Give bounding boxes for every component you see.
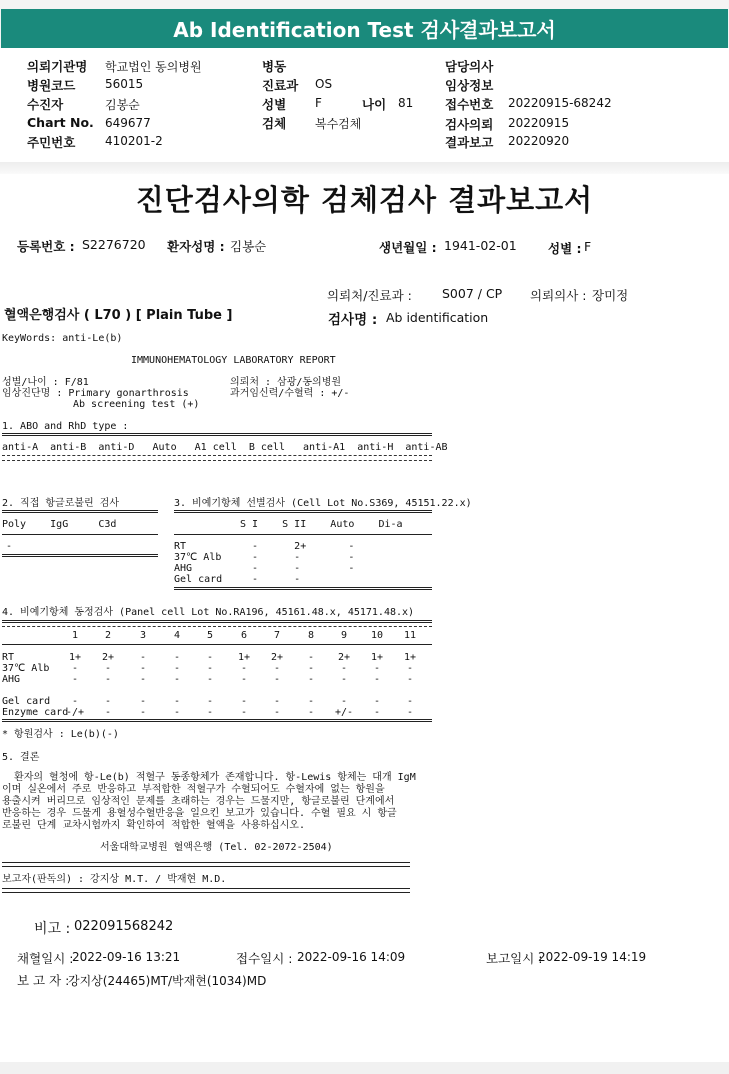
row-values: - - [240, 574, 301, 585]
panel-cell: - [406, 674, 414, 685]
panel-cell: - [173, 652, 181, 663]
panel-cell: - [104, 674, 112, 685]
section-3: 3. 비예기항체 선별검사 (Cell Lot No.S369, 45151.22.x) [174, 498, 472, 509]
panel-cell: -/+ [65, 707, 85, 718]
dob-label: 생년월일 : [379, 240, 437, 255]
dept-2: S007 / CP [442, 286, 503, 301]
rule [2, 888, 410, 889]
panel-cell: - [373, 707, 381, 718]
panel-cell: 1+ [237, 652, 251, 663]
panel-cell: - [340, 674, 348, 685]
keywords: KeyWords: anti-Le(b) [2, 333, 123, 344]
panel-cell: - [139, 652, 147, 663]
panel-cell: - [173, 707, 181, 718]
conclusion-line: 이며 실온에서 주로 반응하고 부적합한 적혈구가 수혈되어도 수혈자에 없는 항원을 [2, 784, 385, 795]
panel-cell: - [340, 696, 348, 707]
panel-cell: 2+ [270, 652, 284, 663]
history: 과거임신력/수혈력 : +/- [230, 388, 350, 399]
sex-value: F [315, 96, 322, 110]
panel-cell: - [173, 663, 181, 674]
rule [2, 866, 410, 867]
panel-col-header: 6 [240, 630, 248, 641]
conclusion-line: 환자의 혈청에 항-Le(b) 적혈구 동종항체가 존재합니다. 항-Lewis 항체는 대개 IgM [2, 772, 416, 783]
conclusion-line: 용출시켜 버리므로 임상적인 문제를 초래하는 경우는 드물지만, 항글로불린 단계에서 [2, 796, 395, 807]
sex-2: F [584, 239, 592, 254]
lab-title: IMMUNOHEMATOLOGY LABORATORY REPORT [131, 355, 336, 366]
row-label: AHG [174, 563, 193, 574]
panel-cell: - [307, 696, 315, 707]
age-value: 81 [398, 96, 414, 110]
code-value: 56015 [105, 77, 144, 91]
panel-cell: 2+ [101, 652, 115, 663]
doctor-2: 장미정 [592, 288, 629, 303]
req-label: 검사의뢰 [445, 117, 494, 132]
section-4: 4. 비예기항체 동정검사 (Panel cell Lot No.RA196, 45161.48.x, 45171.48.x) [2, 607, 415, 618]
chart-label: Chart No. [27, 115, 94, 130]
panel-cell: - [104, 663, 112, 674]
age-label: 나이 [362, 97, 387, 112]
inst-label: 의뢰기관명 [27, 59, 88, 74]
blood-bank: 서울대학교병원 혈액은행 (Tel. 02-2072-2504) [100, 842, 333, 853]
abo-headers: anti-A anti-B anti-D Auto A1 cell B cell anti-A1 anti-H anti-AB [2, 442, 448, 453]
doctor-label-2: 의뢰의사 : [530, 288, 587, 303]
panel-row-label: Gel card [2, 696, 51, 707]
panel-cell: - [139, 707, 147, 718]
dat-value: - [6, 541, 13, 552]
panel-row-label: RT [2, 652, 15, 663]
panel-cell: 2+ [337, 652, 351, 663]
result-value: 20220920 [508, 134, 570, 148]
rule [174, 534, 432, 535]
receiver-label: 수진자 [27, 97, 64, 112]
panel-col-header: 5 [206, 630, 214, 641]
section-2: 2. 직접 항글로불린 검사 [2, 498, 120, 509]
panel-cell: - [206, 663, 214, 674]
dob: 1941-02-01 [444, 238, 517, 253]
dat-headers: Poly IgG C3d [2, 519, 117, 530]
divider [0, 162, 729, 174]
panel-cell: +/- [334, 707, 354, 718]
chart-value: 649677 [105, 116, 151, 130]
rule [174, 510, 432, 513]
row-label: 37℃ Alb [174, 552, 222, 563]
conclusion-line: 로불린 단계 교차시험까지 확인하여 적합한 혈액을 사용하십시오. [2, 820, 305, 831]
panel-cell: - [273, 674, 281, 685]
panel-cell: - [173, 696, 181, 707]
test-value: Ab identification [386, 310, 489, 325]
row-label: RT [174, 541, 187, 552]
report-time: 2022-09-19 14:19 [538, 950, 647, 964]
rule [2, 455, 432, 456]
rule [2, 862, 410, 863]
row-label: Gel card [174, 574, 223, 585]
report-time-label: 보고일시 : [486, 951, 543, 966]
collect-label: 채혈일시 : [17, 951, 74, 966]
screen-headers: S I S II Auto Di-a [240, 519, 403, 530]
reg-no: S2276720 [82, 237, 146, 252]
recv-label: 접수일시 : [236, 951, 293, 966]
panel-cell: - [373, 696, 381, 707]
req-value: 20220915 [508, 116, 570, 130]
sex-label: 성별 [262, 97, 287, 112]
specimen-label: 검체 [262, 116, 287, 131]
panel-col-header: 11 [403, 630, 417, 641]
panel-col-header: 1 [71, 630, 79, 641]
panel-row-label: AHG [2, 674, 21, 685]
reporter: 보고자(판독의) : 강지상 M.T. / 박재현 M.D. [2, 874, 227, 885]
panel-cell: - [173, 674, 181, 685]
rule [2, 460, 432, 461]
panel-col-header: 3 [139, 630, 147, 641]
panel-cell: - [307, 707, 315, 718]
panel-cell: - [307, 674, 315, 685]
inst-value: 학교법인 동의병원 [105, 60, 202, 74]
note-value: 022091568242 [74, 919, 174, 934]
rule [2, 620, 432, 623]
patient-label: 환자성명 : [167, 239, 225, 254]
patient-info-panel [0, 48, 729, 162]
panel-cell: - [240, 663, 248, 674]
diagnosis-2: Ab screening test (+) [73, 399, 200, 410]
row-values: - - - [240, 563, 355, 574]
panel-cell: - [104, 707, 112, 718]
code-label: 병원코드 [27, 78, 76, 93]
sexage: 성별/나이 : F/81 [2, 377, 89, 388]
patient-name: 김봉순 [230, 239, 267, 254]
panel-cell: - [104, 696, 112, 707]
panel-cell: - [206, 674, 214, 685]
test-name: 혈액은행검사 ( L70 ) [ Plain Tube ] [4, 308, 233, 323]
panel-cell: - [139, 663, 147, 674]
panel-col-header: 10 [370, 630, 384, 641]
test-label: 검사명 : [328, 312, 378, 328]
dept-value: OS [315, 77, 333, 91]
panel-row-label: Enzyme card [2, 707, 69, 718]
panel-cell: 1+ [370, 652, 384, 663]
dept-label: 진료과 [262, 78, 299, 93]
panel-cell: - [373, 663, 381, 674]
rule [174, 587, 432, 590]
panel-cell: - [71, 663, 79, 674]
receiver-value: 김봉순 [105, 98, 140, 112]
rule [2, 719, 432, 722]
recv-value: 2022-09-16 14:09 [297, 950, 406, 964]
panel-cell: - [71, 674, 79, 685]
dept-label-2: 의뢰처/진료과 : [327, 288, 412, 303]
row-values: - - - [240, 552, 355, 563]
panel-cell: - [340, 663, 348, 674]
panel-cell: - [139, 674, 147, 685]
panel-col-header: 9 [340, 630, 348, 641]
panel-cell: - [307, 652, 315, 663]
panel-col-header: 4 [173, 630, 181, 641]
panel-cell: - [240, 696, 248, 707]
ward-label: 병동 [262, 59, 287, 74]
antigen-test: * 항원검사 : Le(b)(-) [2, 729, 119, 740]
collect-value: 2022-09-16 13:21 [72, 950, 181, 964]
sex-label-2: 성별 : [548, 241, 582, 256]
report-title: Ab Identification Test 검사결과보고서 [173, 18, 556, 42]
panel-cell: - [273, 707, 281, 718]
reg-label: 접수번호 [445, 97, 494, 112]
conclusion-line: 반응하는 경우 드물게 용혈성수혈반응을 일으킨 보고가 있습니다. 수혈 필요 시 항글 [2, 808, 397, 819]
reporter2: 강지상(24465)MT/박재현(1034)MD [68, 974, 267, 988]
result-label: 결과보고 [445, 135, 494, 150]
panel-cell: - [273, 663, 281, 674]
panel-cell: 1+ [403, 652, 417, 663]
panel-cell: - [139, 696, 147, 707]
report-title-bar [1, 9, 728, 48]
panel-cell: - [307, 663, 315, 674]
reg-no-label: 등록번호 : [17, 239, 75, 254]
rule [2, 644, 432, 645]
panel-col-header: 7 [273, 630, 281, 641]
referrer: 의뢰처 : 삼광/동의병원 [230, 377, 342, 388]
panel-cell: - [206, 696, 214, 707]
clinical-label: 임상정보 [445, 78, 494, 93]
panel-cell: - [206, 652, 214, 663]
panel-cell: - [406, 663, 414, 674]
report-main-title: 진단검사의학 검체검사 결과보고서 [135, 183, 594, 217]
rule [2, 626, 432, 627]
reporter2-label: 보 고 자 : [17, 973, 70, 988]
panel-cell: 1+ [68, 652, 82, 663]
section-5: 5. 결론 [2, 752, 40, 763]
panel-cell: - [206, 707, 214, 718]
rrn-value: 410201-2 [105, 134, 163, 148]
rule [2, 534, 158, 535]
panel-col-header: 2 [104, 630, 112, 641]
row-values: - 2+ - [240, 541, 355, 552]
panel-col-header: 8 [307, 630, 315, 641]
specimen-value: 복수검체 [315, 117, 362, 131]
reg-value: 20220915-68242 [508, 96, 612, 110]
rule [2, 510, 158, 513]
section-1: 1. ABO and RhD type : [2, 421, 129, 432]
panel-row-label: 37℃ Alb [2, 663, 50, 674]
note-label: 비고 : [34, 921, 71, 937]
doctor-label: 담당의사 [445, 59, 494, 74]
rule [2, 554, 158, 557]
panel-cell: - [406, 696, 414, 707]
panel-cell: - [240, 674, 248, 685]
panel-cell: - [406, 707, 414, 718]
rule [2, 433, 432, 436]
panel-cell: - [273, 696, 281, 707]
rule [2, 892, 410, 893]
rrn-label: 주민번호 [27, 135, 76, 150]
report-body [0, 174, 729, 1062]
panel-cell: - [373, 674, 381, 685]
diagnosis: 임상진단명 : Primary gonarthrosis [2, 388, 189, 399]
panel-cell: - [240, 707, 248, 718]
panel-cell: - [71, 696, 79, 707]
